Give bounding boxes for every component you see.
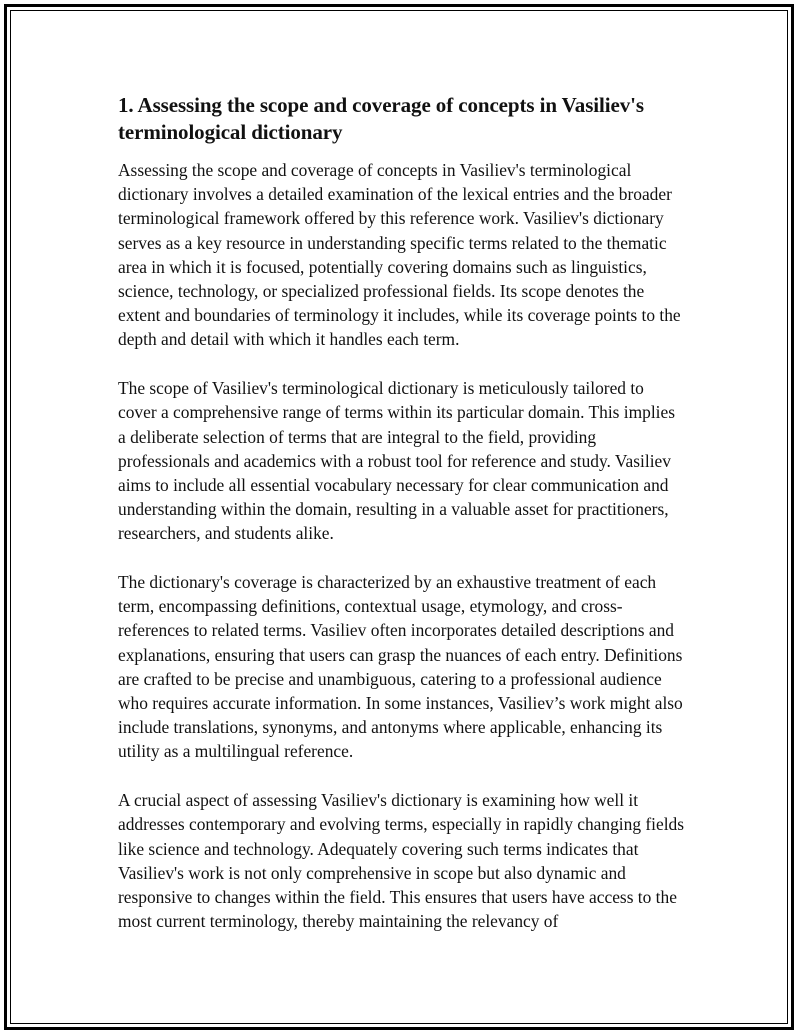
paragraph-1: Assessing the scope and coverage of concepts in Vasiliev's terminological dictionary involves a detailed examination of the lexical entries and the broader terminological framework offered by this reference work. Vasiliev's dictionary serves as a key resource in understanding specific terms related to the thematic area in which it is focused, potentially covering domains such as linguistics, science, technology, or specialized professional fields. Its scope denotes the extent and boundaries of terminology it includes, while its coverage points to the depth and detail with which it handles each term. [118, 160, 681, 350]
paragraph-3: The dictionary's coverage is characterized by an exhaustive treatment of each term, encompassing definitions, contextual usage, etymology, and cross-references to related terms. Vasiliev often incorporates detailed descriptions and explanations, ensuring that users can grasp the nuances of each entry. Definitions are crafted to be precise and unambiguous, catering to a professional audience who requires accurate information. In some instances, Vasiliev’s work might also include translations, synonyms, and antonyms where applicable, enhancing its utility as a multilingual reference. [118, 572, 683, 762]
paragraph-4: A crucial aspect of assessing Vasiliev's dictionary is examining how well it addresses contemporary and evolving terms, especially in rapidly changing fields like science and technology. Adequately covering such terms indicates that Vasiliev's work is not only comprehensive in scope but also dynamic and responsive to changes within the field. This ensures that users have access to the most current terminology, thereby maintaining the relevancy of [118, 790, 684, 932]
paragraph-2: The scope of Vasiliev's terminological dictionary is meticulously tailored to cover a comprehensive range of terms within its particular domain. This implies a deliberate selection of terms that are integral to the field, providing professionals and academics with a robust tool for reference and study. Vasiliev aims to include all essential vocabulary necessary for clear communication and understanding within the domain, resulting in a valuable asset for practitioners, researchers, and students alike. [118, 378, 675, 544]
document-body [118, 92, 684, 958]
section-heading: 1. Assessing the scope and coverage of concepts in Vasiliev's terminological dictionary [118, 93, 644, 144]
